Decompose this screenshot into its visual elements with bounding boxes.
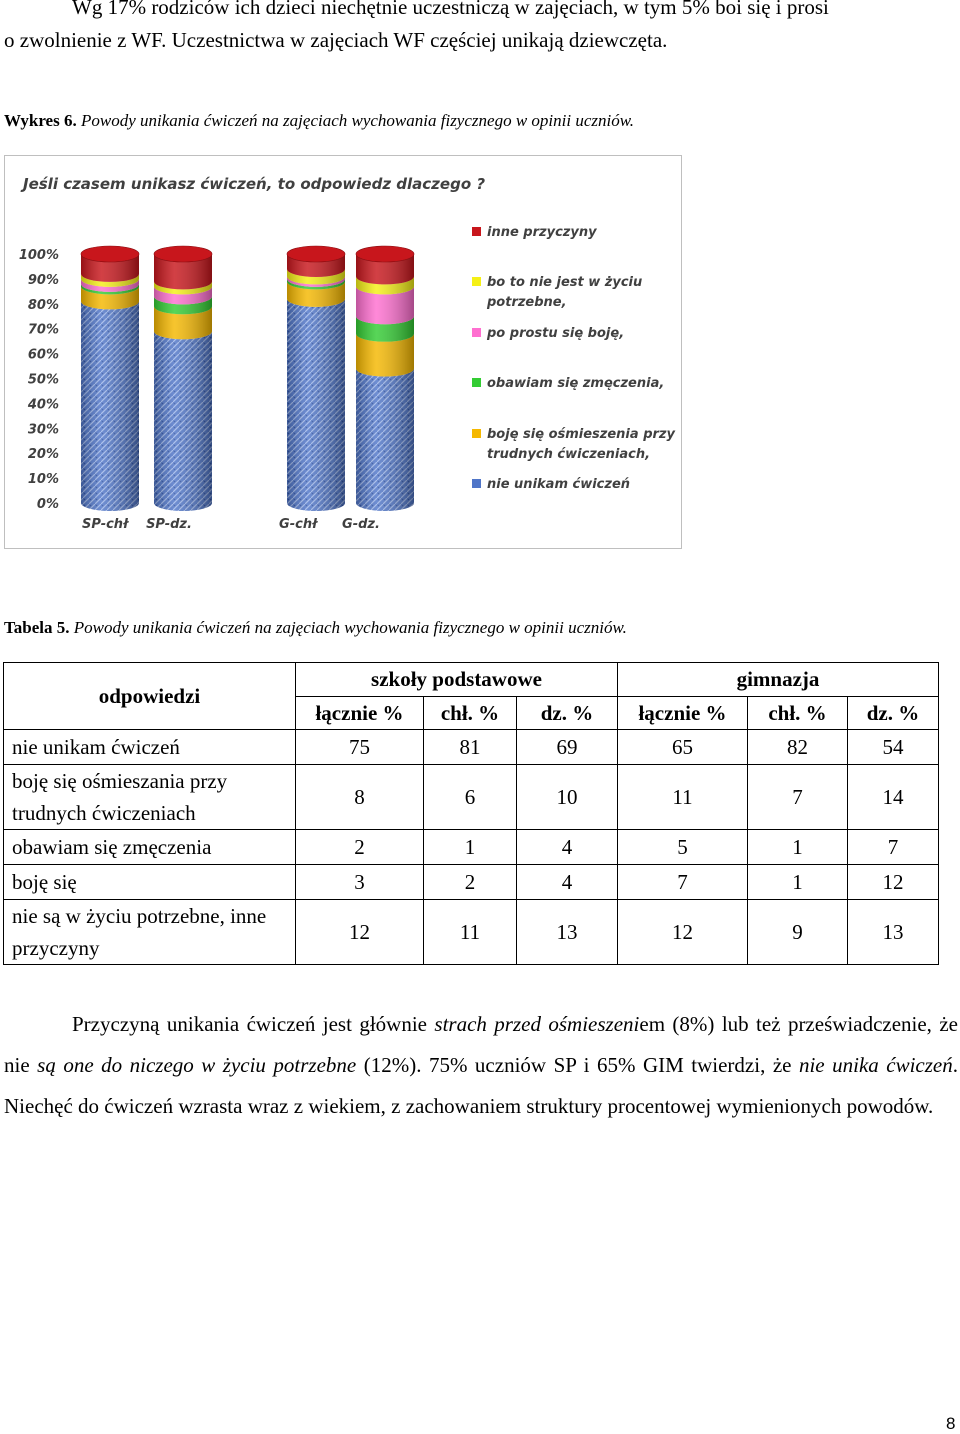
legend-swatch	[472, 429, 481, 438]
chart	[4, 155, 682, 549]
bar-top-cap	[356, 246, 414, 262]
table-row	[4, 730, 939, 765]
legend-label: inne przyczyny	[487, 225, 597, 240]
cell: 12	[618, 900, 748, 965]
chart-title: Jeśli czasem unikasz ćwiczeń, to odpowiedz dlaczego ?	[23, 175, 486, 193]
cell: 3	[296, 865, 424, 900]
cell: 65	[618, 730, 748, 765]
y-tick-label: 80%	[27, 297, 59, 313]
bar-top-cap	[81, 246, 139, 262]
conclusion-paragraph	[4, 1004, 958, 1127]
cell: 4	[517, 865, 618, 900]
figure-caption-text: Powody unikania ćwiczeń na zajęciach wychowania fizycznego w opinii uczniów.	[80, 111, 635, 130]
intro-paragraph	[4, 0, 958, 57]
cell: 13	[517, 900, 618, 965]
bar-segment-shading	[356, 369, 414, 511]
subheader: dz. %	[848, 697, 939, 730]
intro-line-1: Wg 17% rodziców ich dzieci niechętnie uczestniczą w zajęciach, w tym 5% boi się i prosi	[72, 0, 829, 19]
cell: 11	[618, 765, 748, 830]
x-tick-label: SP-chł	[82, 517, 128, 532]
y-tick-label: 70%	[27, 322, 59, 338]
y-tick-label: 10%	[27, 472, 59, 488]
y-tick-label: 0%	[36, 497, 59, 512]
legend-label: nie unikam ćwiczeń	[487, 477, 631, 492]
header-group-sp: szkoły podstawowe	[296, 663, 618, 697]
cell: 4	[517, 830, 618, 865]
legend-label: trudnych ćwiczeniach,	[487, 447, 651, 462]
cell: 75	[296, 730, 424, 765]
conclusion-emphasis: są one do niczego w życiu potrzebne	[37, 1053, 357, 1077]
legend-swatch	[472, 277, 481, 286]
y-tick-label: 40%	[27, 397, 59, 413]
bar-segment-shading	[81, 301, 139, 511]
conclusion-text: (12%). 75% uczniów SP i 65% GIM twierdzi, że	[356, 1053, 799, 1077]
cell: 69	[517, 730, 618, 765]
figure-caption	[4, 111, 634, 131]
legend-label: obawiam się zmęczenia,	[487, 376, 665, 391]
conclusion-text: Przyczyną unikania ćwiczeń jest głównie	[72, 1012, 435, 1036]
conclusion-text: . Niechęć do ćwiczeń wzrasta wraz z wiekiem, z zachowaniem struktury procentowej wymienionych powodów.	[4, 1053, 958, 1118]
header-group-g: gimnazja	[618, 663, 939, 697]
subheader: łącznie %	[618, 697, 748, 730]
table-row	[4, 830, 939, 865]
legend-label: bo to nie jest w życiu	[487, 275, 643, 290]
table-row	[4, 865, 939, 900]
conclusion-emphasis: nie unika ćwiczeń	[798, 1053, 953, 1077]
cell: 11	[424, 900, 517, 965]
cell: 2	[296, 830, 424, 865]
bar-segment-shading	[287, 299, 345, 511]
y-tick-label: 50%	[27, 372, 59, 388]
legend-swatch	[472, 479, 481, 488]
x-tick-label: G-dz.	[342, 517, 380, 532]
cell: 14	[848, 765, 939, 830]
cell: 2	[424, 865, 517, 900]
cell: 7	[618, 865, 748, 900]
subheader: chł. %	[748, 697, 848, 730]
legend-swatch	[472, 328, 481, 337]
cell: 82	[748, 730, 848, 765]
table-caption-text: Powody unikania ćwiczeń na zajęciach wychowania fizycznego w opinii uczniów.	[73, 618, 627, 637]
cell: 5	[618, 830, 748, 865]
y-tick-label: 90%	[27, 272, 59, 288]
subheader: łącznie %	[296, 697, 424, 730]
table-caption-label: Tabela 5.	[4, 618, 70, 637]
legend-swatch	[472, 227, 481, 236]
cell: 12	[296, 900, 424, 965]
conclusion-text: em (8%) lub też przeświadczenie, że nie	[4, 1012, 958, 1077]
x-tick-label: G-chł	[279, 517, 317, 532]
subheader: dz. %	[517, 697, 618, 730]
y-tick-label: 100%	[18, 248, 59, 263]
page-number: 8	[946, 1414, 956, 1433]
y-tick-label: 20%	[27, 447, 59, 463]
cell: 1	[748, 830, 848, 865]
subheader: chł. %	[424, 697, 517, 730]
cell: 9	[748, 900, 848, 965]
legend-label: boję się ośmieszenia przy	[487, 427, 675, 442]
header-answers: odpowiedzi	[4, 663, 296, 730]
table-row	[4, 900, 939, 965]
reasons-table	[3, 662, 939, 965]
row-label: boję się ośmieszania przy trudnych ćwiczeniach	[4, 765, 296, 830]
bar-segment-shading	[154, 331, 212, 511]
cell: 1	[748, 865, 848, 900]
bar-top-cap	[287, 246, 345, 262]
figure-caption-label: Wykres 6.	[4, 111, 77, 130]
conclusion-emphasis: strach przed ośmieszeni	[434, 1012, 640, 1036]
cell: 7	[848, 830, 939, 865]
table-row	[4, 765, 939, 830]
y-tick-label: 30%	[27, 422, 59, 438]
row-label: nie są w życiu potrzebne, inne przyczyny	[4, 900, 296, 965]
row-label: obawiam się zmęczenia	[4, 830, 296, 865]
intro-line-2: o zwolnienie z WF. Uczestnictwa w zajęciach WF częściej unikają dziewczęta.	[4, 28, 668, 52]
x-tick-label: SP-dz.	[146, 517, 192, 532]
bar-top-cap	[154, 246, 212, 262]
table-caption	[4, 618, 627, 638]
cell: 13	[848, 900, 939, 965]
cell: 1	[424, 830, 517, 865]
cell: 8	[296, 765, 424, 830]
row-label: nie unikam ćwiczeń	[4, 730, 296, 765]
cell: 54	[848, 730, 939, 765]
legend-label: po prostu się boję,	[487, 326, 625, 341]
cell: 7	[748, 765, 848, 830]
legend-swatch	[472, 378, 481, 387]
cell: 6	[424, 765, 517, 830]
cell: 12	[848, 865, 939, 900]
cell: 10	[517, 765, 618, 830]
chart-svg	[5, 156, 681, 548]
cell: 81	[424, 730, 517, 765]
y-tick-label: 60%	[27, 347, 59, 363]
legend-label: potrzebne,	[487, 295, 567, 310]
row-label: boję się	[4, 865, 296, 900]
